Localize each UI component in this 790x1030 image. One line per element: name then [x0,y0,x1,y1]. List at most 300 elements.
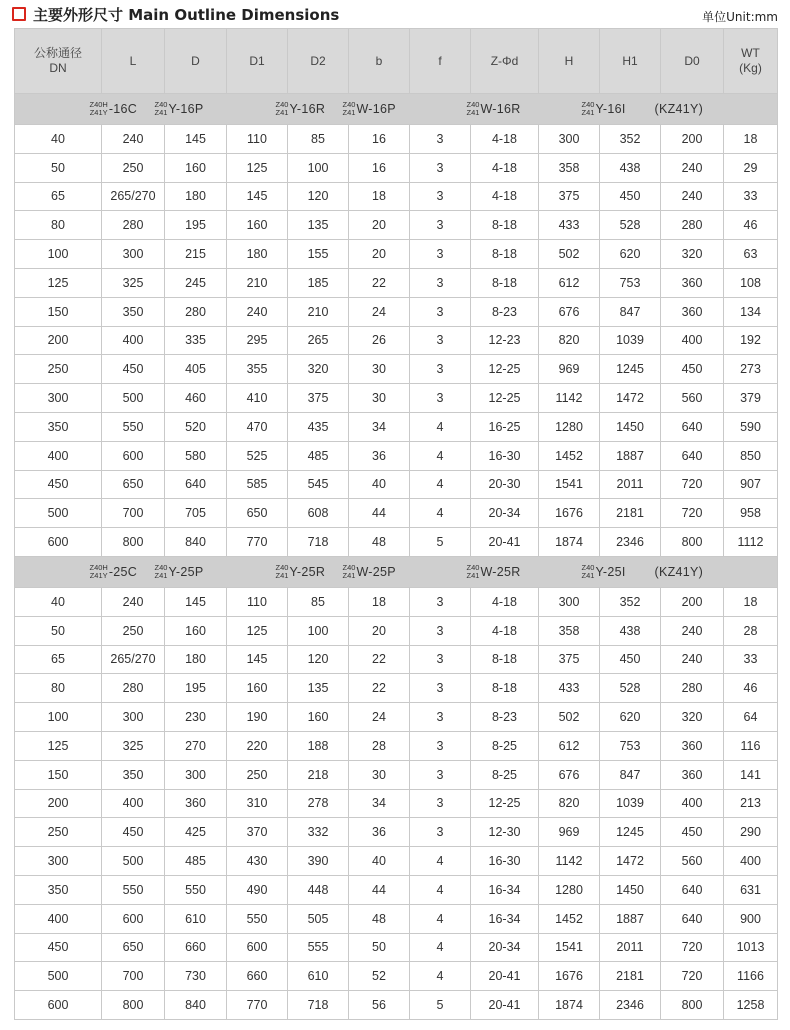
column-header-line1: H1 [622,53,638,68]
table-cell: 820 [539,789,600,818]
table-cell: 44 [349,499,410,528]
table-cell: 700 [102,962,165,991]
column-header-line2: (Kg) [739,61,762,75]
table-cell: 1676 [539,499,600,528]
table-cell: 150 [15,760,102,789]
table-cell: 3 [410,818,471,847]
table-cell: 2181 [600,962,661,991]
table-cell: 145 [165,125,227,154]
column-header [724,29,778,94]
table-cell: 270 [165,731,227,760]
model-cell [581,556,661,587]
model-label [343,564,396,580]
table-cell: 64 [724,703,778,732]
model-label [276,564,326,580]
model-prefix-bottom: Z41 [466,108,480,117]
table-cell: 370 [227,818,288,847]
table-cell: 460 [165,384,227,413]
table-cell: 4 [410,441,471,470]
table-cell: 5 [410,991,471,1020]
model-cell [654,556,724,587]
table-cell: 240 [102,125,165,154]
table-cell: 50 [349,933,410,962]
column-header-line1: D [191,53,200,68]
table-row [15,441,778,470]
table-cell: 753 [600,731,661,760]
table-cell: 379 [724,384,778,413]
table-cell: 425 [165,818,227,847]
table-cell: 8-18 [471,268,539,297]
table-cell: 8-23 [471,297,539,326]
table-cell: 160 [165,616,227,645]
table-cell: 33 [724,182,778,211]
table-cell: 800 [102,528,165,557]
table-cell: 50 [15,153,102,182]
table-cell: 500 [102,384,165,413]
table-cell: 20-41 [471,528,539,557]
column-header-line1: D0 [684,53,700,68]
table-cell: 195 [165,674,227,703]
column-header [410,29,471,94]
table-cell: 555 [288,933,349,962]
table-cell: 30 [349,384,410,413]
model-prefix-bottom: Z41Y [89,570,108,580]
table-cell: 135 [288,674,349,703]
table-row [15,818,778,847]
model-suffix: Y-16P [168,102,204,116]
table-cell: 28 [724,616,778,645]
table-cell: 335 [165,326,227,355]
table-cell: 500 [15,962,102,991]
model-prefix-bottom: Z41 [581,570,595,580]
table-cell: 375 [288,384,349,413]
table-cell: 550 [165,875,227,904]
table-cell: 16-34 [471,904,539,933]
model-suffix: (KZ41Y) [654,564,704,579]
table-cell: 295 [227,326,288,355]
table-cell: 160 [227,674,288,703]
table-cell: 210 [288,297,349,326]
model-label [343,101,396,117]
table-row [15,703,778,732]
table-cell: 12-25 [471,384,539,413]
table-cell: 705 [165,499,227,528]
table-row [15,731,778,760]
table-cell: 360 [661,297,724,326]
model-prefix-bottom: Z41 [466,570,480,580]
table-cell: 180 [165,645,227,674]
model-prefix [276,101,289,117]
table-cell: 800 [661,991,724,1020]
model-prefix [467,101,480,117]
model-prefix [90,101,108,117]
table-cell: 3 [410,182,471,211]
table-cell: 620 [600,240,661,269]
table-cell: 40 [349,470,410,499]
table-cell: 310 [227,789,288,818]
table-cell: 16-25 [471,412,539,441]
table-cell: 4 [410,412,471,441]
table-cell: 100 [15,240,102,269]
table-cell: 3 [410,789,471,818]
table-cell: 300 [165,760,227,789]
model-row [15,94,778,125]
header-row [15,29,778,94]
table-cell: 218 [288,760,349,789]
table-cell: 640 [661,875,724,904]
model-cell [15,94,102,125]
model-prefix-top: Z40H [89,100,108,109]
table-cell: 110 [227,125,288,154]
table-cell: 20 [349,240,410,269]
table-cell: 1142 [539,847,600,876]
table-cell: 34 [349,412,410,441]
model-prefix-bottom: Z41Y [89,108,108,117]
table-cell: 85 [288,587,349,616]
table-cell: 28 [349,731,410,760]
table-cell: 969 [539,355,600,384]
table-cell: 360 [661,760,724,789]
model-prefix-top: Z40 [275,562,289,572]
table-cell: 180 [165,182,227,211]
table-cell: 265/270 [102,182,165,211]
table-row [15,182,778,211]
table-row [15,240,778,269]
table-row [15,268,778,297]
table-cell: 730 [165,962,227,991]
model-label [90,564,138,580]
table-cell: 438 [600,153,661,182]
table-cell: 16 [349,125,410,154]
table-cell: 1245 [600,355,661,384]
table-cell: 40 [15,587,102,616]
table-cell: 560 [661,847,724,876]
table-cell: 100 [288,616,349,645]
column-header-line1: Z-Φd [490,53,519,68]
table-cell: 52 [349,962,410,991]
table-cell: 160 [227,211,288,240]
table-cell: 2346 [600,528,661,557]
model-prefix [343,101,356,117]
table-cell: 65 [15,182,102,211]
table-cell: 2181 [600,499,661,528]
table-cell: 718 [288,991,349,1020]
table-cell: 245 [165,268,227,297]
table-cell: 85 [288,125,349,154]
table-cell: 650 [102,470,165,499]
model-suffix: Y-16R [289,102,326,116]
table-cell: 320 [661,240,724,269]
table-cell: 280 [102,211,165,240]
table-cell: 1142 [539,384,600,413]
table-cell: 192 [724,326,778,355]
model-cell [154,94,227,125]
table-cell: 4 [410,847,471,876]
table-row [15,412,778,441]
table-cell: 1039 [600,326,661,355]
table-cell: 718 [288,528,349,557]
table-cell: 612 [539,731,600,760]
model-cell [581,94,661,125]
model-prefix-top: Z40 [466,100,480,109]
table-cell: 485 [165,847,227,876]
table-cell: 560 [661,384,724,413]
table-cell: 390 [288,847,349,876]
table-cell: 180 [227,240,288,269]
table-cell: 600 [227,933,288,962]
table-cell: 1472 [600,384,661,413]
column-header [102,29,165,94]
table-cell: 16 [349,153,410,182]
table-cell: 410 [227,384,288,413]
table-cell: 847 [600,760,661,789]
model-cell [342,94,410,125]
table-cell: 40 [15,125,102,154]
table-cell: 250 [102,153,165,182]
column-header-line1: D1 [249,53,265,68]
table-cell: 30 [349,355,410,384]
table-cell: 847 [600,297,661,326]
table-cell: 16-30 [471,847,539,876]
table-cell: 200 [15,326,102,355]
table-cell: 676 [539,297,600,326]
table-row [15,674,778,703]
table-cell: 840 [165,991,227,1020]
table-cell: 65 [15,645,102,674]
table-cell: 110 [227,587,288,616]
table-cell: 185 [288,268,349,297]
table-cell: 155 [288,240,349,269]
table-cell: 4-18 [471,587,539,616]
table-cell: 550 [102,412,165,441]
table-cell: 22 [349,268,410,297]
table-cell: 352 [600,125,661,154]
table-cell: 200 [661,125,724,154]
model-prefix [343,564,356,580]
table-row [15,616,778,645]
table-cell: 120 [288,645,349,674]
table-cell: 26 [349,326,410,355]
table-cell: 125 [15,731,102,760]
table-cell: 8-18 [471,240,539,269]
table-cell: 360 [165,789,227,818]
model-cell [466,556,539,587]
model-prefix [155,101,168,117]
table-cell: 8-18 [471,645,539,674]
model-suffix: Y-25P [168,564,204,579]
model-cell [654,94,724,125]
table-cell: 300 [15,847,102,876]
table-cell: 650 [102,933,165,962]
table-cell: 525 [227,441,288,470]
table-cell: 3 [410,240,471,269]
model-prefix [90,564,108,580]
table-cell: 134 [724,297,778,326]
table-cell: 545 [288,470,349,499]
model-suffix: Y-25I [595,564,626,579]
model-prefix-top: Z40 [154,100,168,109]
table-cell: 4 [410,933,471,962]
table-cell: 528 [600,674,661,703]
table-cell: 320 [661,703,724,732]
table-cell: 612 [539,268,600,297]
model-label [276,101,326,117]
table-cell: 320 [288,355,349,384]
table-cell: 48 [349,904,410,933]
table-cell: 400 [102,326,165,355]
table-cell: 188 [288,731,349,760]
table-row [15,153,778,182]
column-header-line1: 公称通径 [33,46,82,60]
table-cell: 500 [15,499,102,528]
model-prefix-top: Z40 [581,100,595,109]
table-cell: 550 [102,875,165,904]
table-cell: 240 [661,153,724,182]
table-cell: 250 [102,616,165,645]
model-prefix-top: Z40 [466,562,480,572]
table-cell: 660 [165,933,227,962]
table-cell: 770 [227,528,288,557]
table-cell: 502 [539,240,600,269]
column-header [288,29,349,94]
model-prefix-top: Z40H [89,562,108,572]
table-cell: 2011 [600,470,661,499]
table-cell: 490 [227,875,288,904]
model-prefix-bottom: Z41 [154,108,168,117]
table-cell: 450 [15,933,102,962]
table-cell: 100 [15,703,102,732]
model-suffix: (KZ41Y) [654,102,704,116]
model-cell [466,94,539,125]
model-suffix: W-16R [480,102,521,116]
table-cell: 125 [227,616,288,645]
table-cell: 24 [349,297,410,326]
table-cell: 18 [349,182,410,211]
table-row [15,847,778,876]
table-cell: 1874 [539,991,600,1020]
table-cell: 4 [410,499,471,528]
table-cell: 3 [410,616,471,645]
table-row [15,297,778,326]
model-label [582,101,626,117]
model-prefix-bottom: Z41 [581,108,595,117]
table-cell: 46 [724,674,778,703]
table-cell: 200 [15,789,102,818]
table-cell: 433 [539,211,600,240]
model-prefix-bottom: Z41 [275,570,289,580]
table-cell: 360 [661,268,724,297]
table-cell: 770 [227,991,288,1020]
table-cell: 350 [15,875,102,904]
table-cell: 676 [539,760,600,789]
model-label [90,101,138,117]
model-prefix [276,564,289,580]
table-cell: 150 [15,297,102,326]
table-cell: 958 [724,499,778,528]
table-cell: 300 [539,125,600,154]
table-cell: 2011 [600,933,661,962]
table-row [15,384,778,413]
column-header [471,29,539,94]
table-cell: 250 [15,818,102,847]
table-cell: 400 [15,441,102,470]
table-cell: 1450 [600,412,661,441]
model-prefix-top: Z40 [342,100,356,109]
table-cell: 125 [15,268,102,297]
dimensions-table [14,28,778,1020]
table-cell: 720 [661,470,724,499]
table-cell: 265 [288,326,349,355]
table-cell: 1887 [600,904,661,933]
table-cell: 585 [227,470,288,499]
column-header-line1: b [375,53,383,68]
table-cell: 33 [724,645,778,674]
table-cell: 358 [539,153,600,182]
table-row [15,933,778,962]
table-cell: 400 [661,326,724,355]
table-cell: 16-34 [471,875,539,904]
table-cell: 505 [288,904,349,933]
table-cell: 12-30 [471,818,539,847]
model-label [655,102,704,116]
table-cell: 240 [661,182,724,211]
table-cell: 360 [661,731,724,760]
table-row [15,760,778,789]
table-cell: 640 [661,441,724,470]
table-cell: 3 [410,587,471,616]
table-cell: 280 [102,674,165,703]
table-row [15,875,778,904]
table-cell: 145 [227,182,288,211]
table-cell: 200 [661,587,724,616]
table-cell: 56 [349,991,410,1020]
table-row [15,355,778,384]
model-suffix: Y-25R [289,564,326,579]
model-suffix: W-25P [356,564,396,579]
table-cell: 640 [661,412,724,441]
model-cell [275,94,349,125]
table-cell: 4 [410,875,471,904]
table-cell: 116 [724,731,778,760]
table-cell: 450 [15,470,102,499]
table-cell: 438 [600,616,661,645]
table-cell: 650 [227,499,288,528]
column-header [165,29,227,94]
table-cell: 450 [600,182,661,211]
table-cell: 600 [102,441,165,470]
table-cell: 720 [661,499,724,528]
table-cell: 325 [102,731,165,760]
table-cell: 18 [349,587,410,616]
table-cell: 1450 [600,875,661,904]
table-cell: 3 [410,268,471,297]
column-header-line1: f [438,53,442,68]
table-cell: 355 [227,355,288,384]
table-cell: 12-25 [471,355,539,384]
table-cell: 230 [165,703,227,732]
table-cell: 405 [165,355,227,384]
table-cell: 400 [661,789,724,818]
table-row [15,470,778,499]
table-cell: 36 [349,818,410,847]
table-body [15,29,778,1020]
table-cell: 195 [165,211,227,240]
table-cell: 720 [661,933,724,962]
table-cell: 135 [288,211,349,240]
table-cell: 18 [724,587,778,616]
table-cell: 969 [539,818,600,847]
table-cell: 40 [349,847,410,876]
